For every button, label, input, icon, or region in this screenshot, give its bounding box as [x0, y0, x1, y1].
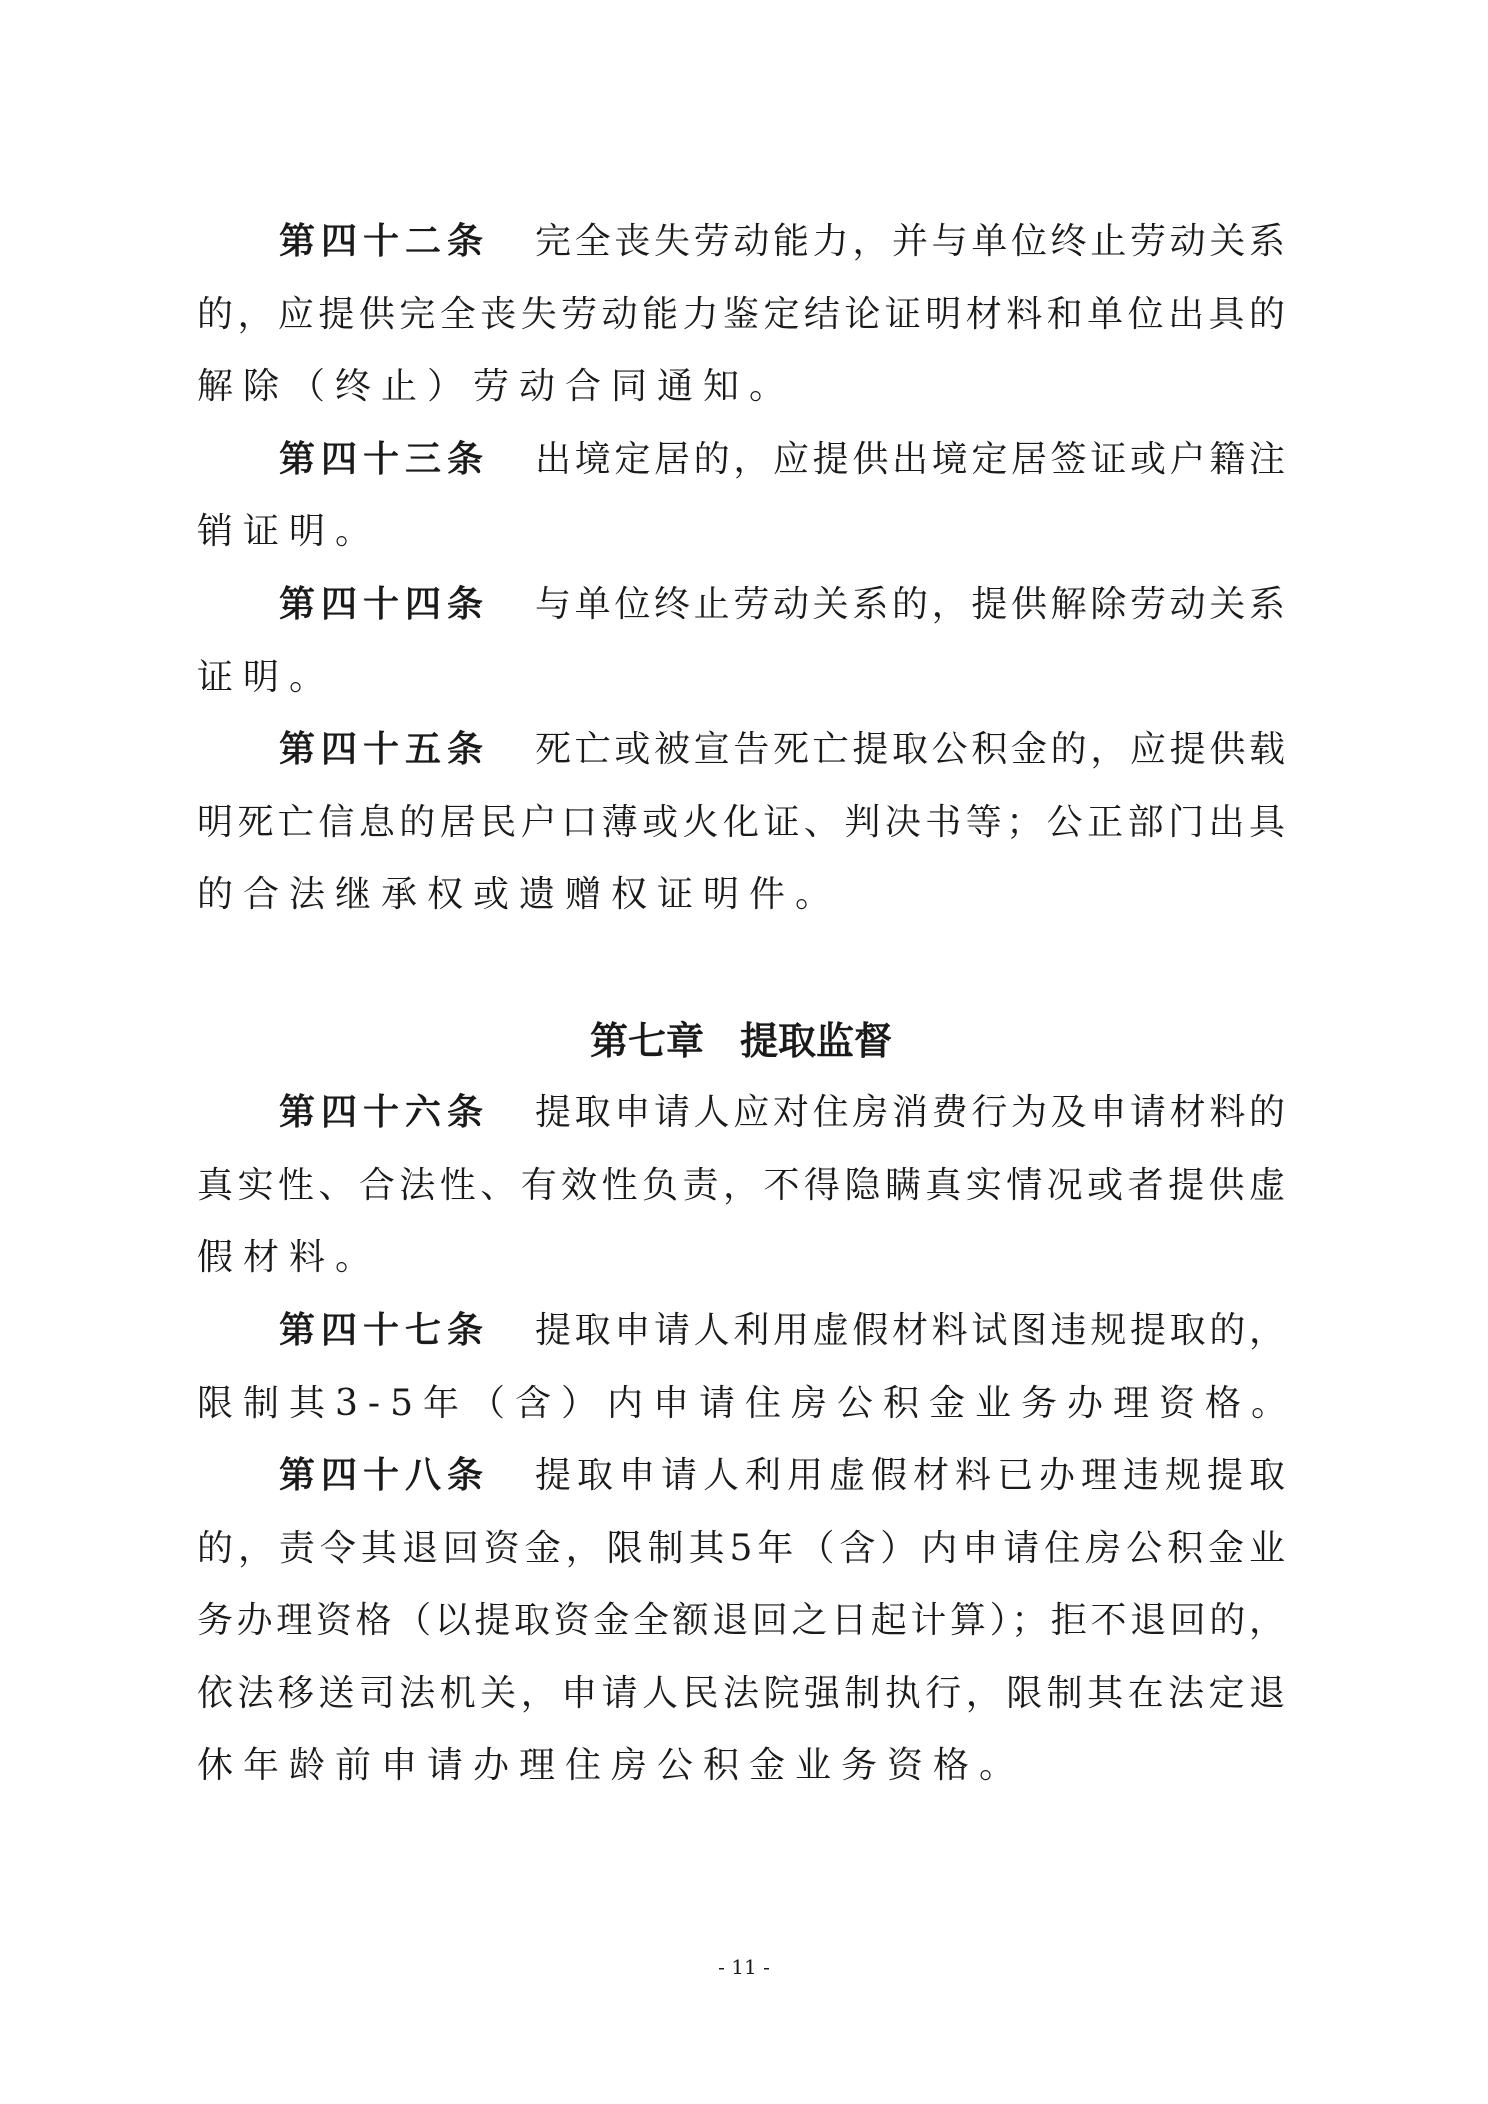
article-text: 提取申请人利用虚假材料试图违规提取的， — [535, 1309, 1285, 1351]
article — [197, 569, 1285, 714]
article-text-line: 休年龄前申请办理住房公积金业务资格。 — [197, 1745, 1026, 1787]
article-heading: 第四十八条 — [279, 1455, 490, 1497]
article-text-line: 的，应提供完全丧失劳动能力鉴定结论证明材料和单位出具的 — [197, 293, 1285, 335]
article-text-line: 依法移送司法机关，申请人民法院强制执行，限制其在法定退 — [197, 1672, 1285, 1714]
article-text: 完全丧失劳动能力，并与单位终止劳动关系 — [535, 221, 1285, 262]
article-text-line: 假材料。 — [197, 1237, 382, 1279]
article-heading: 第四十七条 — [279, 1309, 490, 1351]
article-text-line: 务办理资格（以提取资金全额退回之日起计算）；拒不退回的， — [197, 1600, 1285, 1642]
article-first-line — [197, 424, 1285, 497]
article-text: 与单位终止劳动关系的，提供解除劳动关系 — [535, 583, 1285, 625]
article — [197, 1295, 1297, 1440]
article-first-line — [197, 1440, 1285, 1513]
document-body — [197, 206, 1297, 1803]
chapter-title: 提取监督 — [740, 1018, 893, 1063]
article-first-line — [197, 569, 1285, 642]
article-heading: 第四十二条 — [279, 221, 490, 262]
article-heading: 第四十五条 — [279, 729, 490, 771]
article — [197, 714, 1285, 932]
article-text-line: 真实性、合法性、有效性负责，不得隐瞒真实情况或者提供虚 — [197, 1164, 1285, 1206]
article-text-line: 销证明。 — [197, 511, 382, 553]
article — [197, 206, 1285, 424]
article-text-line: 限制其3-5年（含）内申请住房公积金业务办理资格。 — [197, 1382, 1297, 1424]
article-text: 提取申请人利用虚假材料已办理违规提取 — [535, 1455, 1285, 1497]
article-first-line — [197, 206, 1285, 279]
article-text: 出境定居的，应提供出境定居签证或户籍注 — [535, 438, 1285, 480]
blank-line — [197, 932, 1285, 1005]
article-text-line: 的合法继承权或遗赠权证明件。 — [197, 874, 842, 916]
article-heading: 第四十六条 — [279, 1092, 490, 1134]
article-text: 提取申请人应对住房消费行为及申请材料的 — [535, 1092, 1285, 1134]
article — [197, 1440, 1285, 1803]
article — [197, 424, 1285, 569]
article-text-line: 解除（终止）劳动合同通知。 — [197, 366, 796, 408]
chapter-heading — [197, 1005, 1285, 1078]
article-first-line — [197, 1295, 1285, 1368]
article-text-line: 明死亡信息的居民户口薄或火化证、判决书等；公正部门出具 — [197, 801, 1285, 843]
article-heading: 第四十四条 — [279, 583, 490, 625]
article-text-line: 的，责令其退回资金，限制其5年（含）内申请住房公积金业 — [197, 1527, 1285, 1569]
page-number: - 11 - — [718, 1955, 770, 1979]
article — [197, 1077, 1285, 1295]
article-first-line — [197, 1077, 1285, 1150]
article-heading: 第四十三条 — [279, 438, 490, 480]
article-first-line — [197, 714, 1285, 787]
article-text: 死亡或被宣告死亡提取公积金的，应提供载 — [535, 729, 1285, 771]
article-text-line: 证明。 — [197, 656, 336, 698]
chapter-number: 第七章 — [589, 1018, 704, 1063]
